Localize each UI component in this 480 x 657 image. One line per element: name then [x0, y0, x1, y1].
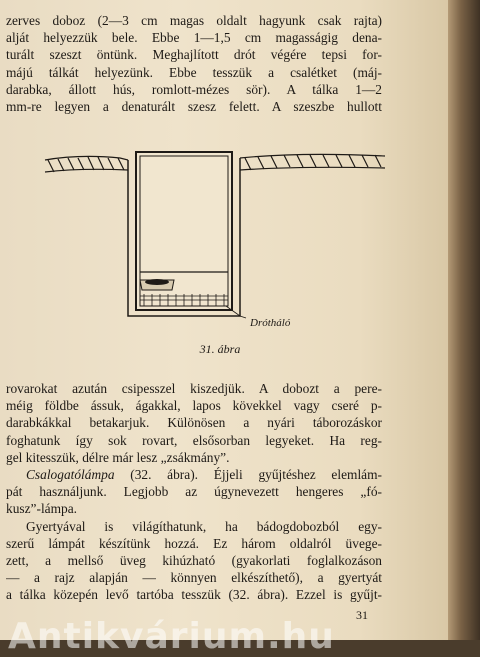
text-line: a tálka közepén levő tartóba tesszük (32. ábra). Ezzel is gyűjt- — [6, 587, 382, 603]
text-line: méig földbe ássuk, ágakkal, lapos kövekkel vagy cseré p- — [6, 398, 382, 414]
text-line: gel kitesszük, délre már lesz „zsákmány”. — [6, 449, 230, 465]
watermark: Antikvárium.hu — [8, 616, 335, 657]
bait — [145, 279, 169, 285]
text-line — [6, 466, 382, 483]
text-line: darabka, állott hús, romlott-mézes sör). A tálka 1—2 — [6, 81, 382, 97]
section-title: Csalogatólámpa — [26, 466, 115, 482]
text-line: turált szeszt öntünk. Meghajlított drót végére tepsi for- — [6, 47, 382, 63]
text-line: darabkákkal betakarjuk. Különösen a nyári táborozáskor — [6, 415, 382, 431]
book-spine-shadow — [448, 0, 480, 640]
text-line: — a rajz alapján — könnyen elkészíthető), a gyertyát — [6, 570, 382, 586]
page-number: 31 — [356, 608, 368, 622]
ground-hatch-left — [45, 156, 128, 172]
text-line: kusz”-lámpa. — [6, 501, 78, 517]
text-line: zerves doboz (2—3 cm magas oldalt hagyunk csak rajta) — [6, 13, 382, 28]
text-line: pát használjunk. Legjobb az úgynevezett hengeres „fó- — [6, 484, 382, 500]
ground-hatch-right — [240, 154, 385, 170]
text-line: mm-re legyen a denaturált szesz felett. A szeszbe hullott — [6, 98, 382, 114]
text-line: foghatunk így sok rovart, elsősorban legyeket. Ha reg- — [6, 432, 382, 448]
figure-label-drothalo: Drótháló — [250, 317, 291, 329]
text-line: zett, a mellső üveg kihúzható (gyakorlati foglalkozáson — [6, 552, 382, 568]
text-line: májú tálkát helyezünk. Ebbe tesszük a csalétket (máj- — [6, 64, 382, 80]
top-paragraph — [6, 12, 382, 115]
text-line: alját helyezzük bele. Ebbe 1—1,5 cm magasságig dena- — [6, 30, 382, 46]
figure-caption: 31. ábra — [199, 342, 241, 356]
text-fragment: (32. ábra). Éjjeli gyűjtéshez elemlám- — [114, 466, 382, 482]
body-paragraphs — [6, 380, 382, 603]
text-line: Gyertyával is világíthatunk, ha bádogdobozból egy- — [26, 518, 382, 534]
text-line: szerű lámpát készítünk hozzá. Ez három oldalról üvege- — [6, 535, 382, 551]
figure-31-trap-diagram — [40, 140, 390, 340]
text-line: rovarokat azután csipesszel kiszedjük. A dobozt a pere- — [6, 381, 382, 396]
